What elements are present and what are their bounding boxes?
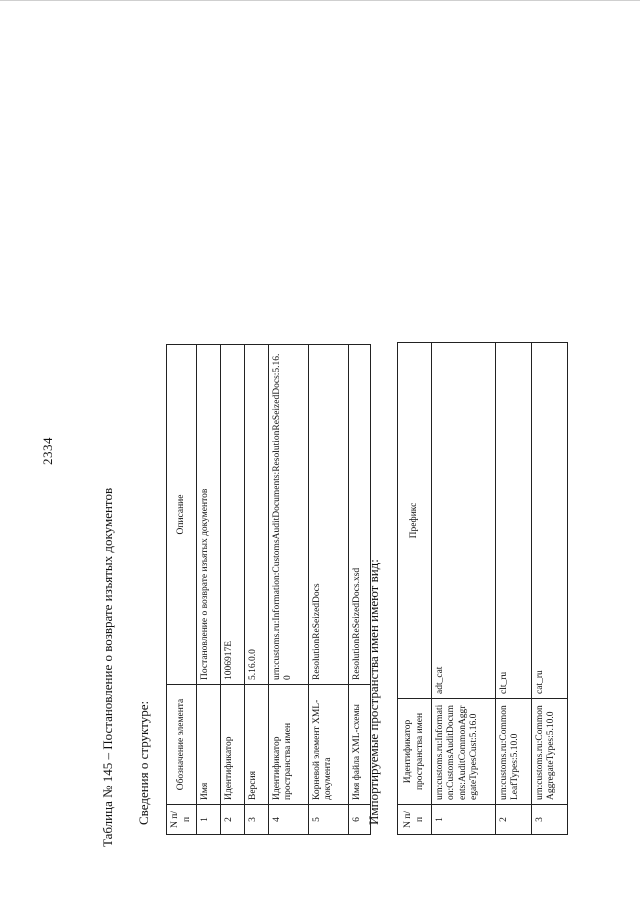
table-row — [496, 343, 532, 835]
row-description: 1006917E — [221, 345, 245, 685]
namespaces-heading: Импортируемые пространства имен имеют вид: — [366, 559, 381, 825]
row-num: 2 — [496, 805, 532, 835]
row-num: 3 — [532, 805, 568, 835]
table-row — [221, 345, 245, 835]
namespaces-header-row — [398, 343, 432, 835]
table-row — [245, 345, 269, 835]
row-num: 5 — [309, 805, 349, 835]
table-row — [269, 345, 309, 835]
row-element: Версия — [245, 685, 269, 805]
table-row — [309, 345, 349, 835]
namespaces-table — [397, 342, 568, 835]
header-description: Описание — [167, 345, 197, 685]
row-prefix: clt_ru — [496, 343, 532, 699]
table-title: Таблица № 145 – Постановление о возврате изъятых документов — [100, 487, 115, 847]
row-num: 3 — [245, 805, 269, 835]
header-namespace: Идентификатор пространства имен — [398, 699, 432, 805]
structure-header-row — [167, 345, 197, 835]
row-prefix: cat_ru — [532, 343, 568, 699]
table-row — [432, 343, 496, 835]
header-num: N п/п — [167, 805, 197, 835]
row-num: 6 — [349, 805, 371, 835]
row-element: Имя файла XML-схемы — [349, 685, 371, 805]
row-element: Имя — [197, 685, 221, 805]
row-element: Идентификатор пространства имен — [269, 685, 309, 805]
structure-table — [166, 344, 371, 835]
table-row — [197, 345, 221, 835]
structure-heading: Сведения о структуре: — [136, 700, 151, 825]
row-element: Корневой элемент XML-документа — [309, 685, 349, 805]
row-description: ResolutionReSeizedDocs.xsd — [349, 345, 371, 685]
row-description: 5.16.0.0 — [245, 345, 269, 685]
header-prefix: Префикс — [398, 343, 432, 699]
row-namespace: urn:customs.ru:CommonLeafTypes:5.10.0 — [496, 699, 532, 805]
table-row — [532, 343, 568, 835]
row-num: 1 — [432, 805, 496, 835]
row-num: 4 — [269, 805, 309, 835]
row-num: 2 — [221, 805, 245, 835]
row-prefix: adt_cat — [432, 343, 496, 699]
row-namespace: urn:customs.ru:Information:CustomsAuditDocuments:AuditCommonAggregateTypesCust:5.16.0 — [432, 699, 496, 805]
header-element: Обозначение элемента — [167, 685, 197, 805]
row-description: Постановление о возврате изъятых документов — [197, 345, 221, 685]
row-element: Идентификатор — [221, 685, 245, 805]
row-description: urn:customs.ru:Information:CustomsAuditDocuments:ResolutionReSeizedDocs:5.16.0 — [269, 345, 309, 685]
row-num: 1 — [197, 805, 221, 835]
row-description: ResolutionReSeizedDocs — [309, 345, 349, 685]
page-number: 2334 — [40, 437, 55, 465]
row-namespace: urn:customs.ru:CommonAggregateTypes:5.10.0 — [532, 699, 568, 805]
header-num: N п/п — [398, 805, 432, 835]
